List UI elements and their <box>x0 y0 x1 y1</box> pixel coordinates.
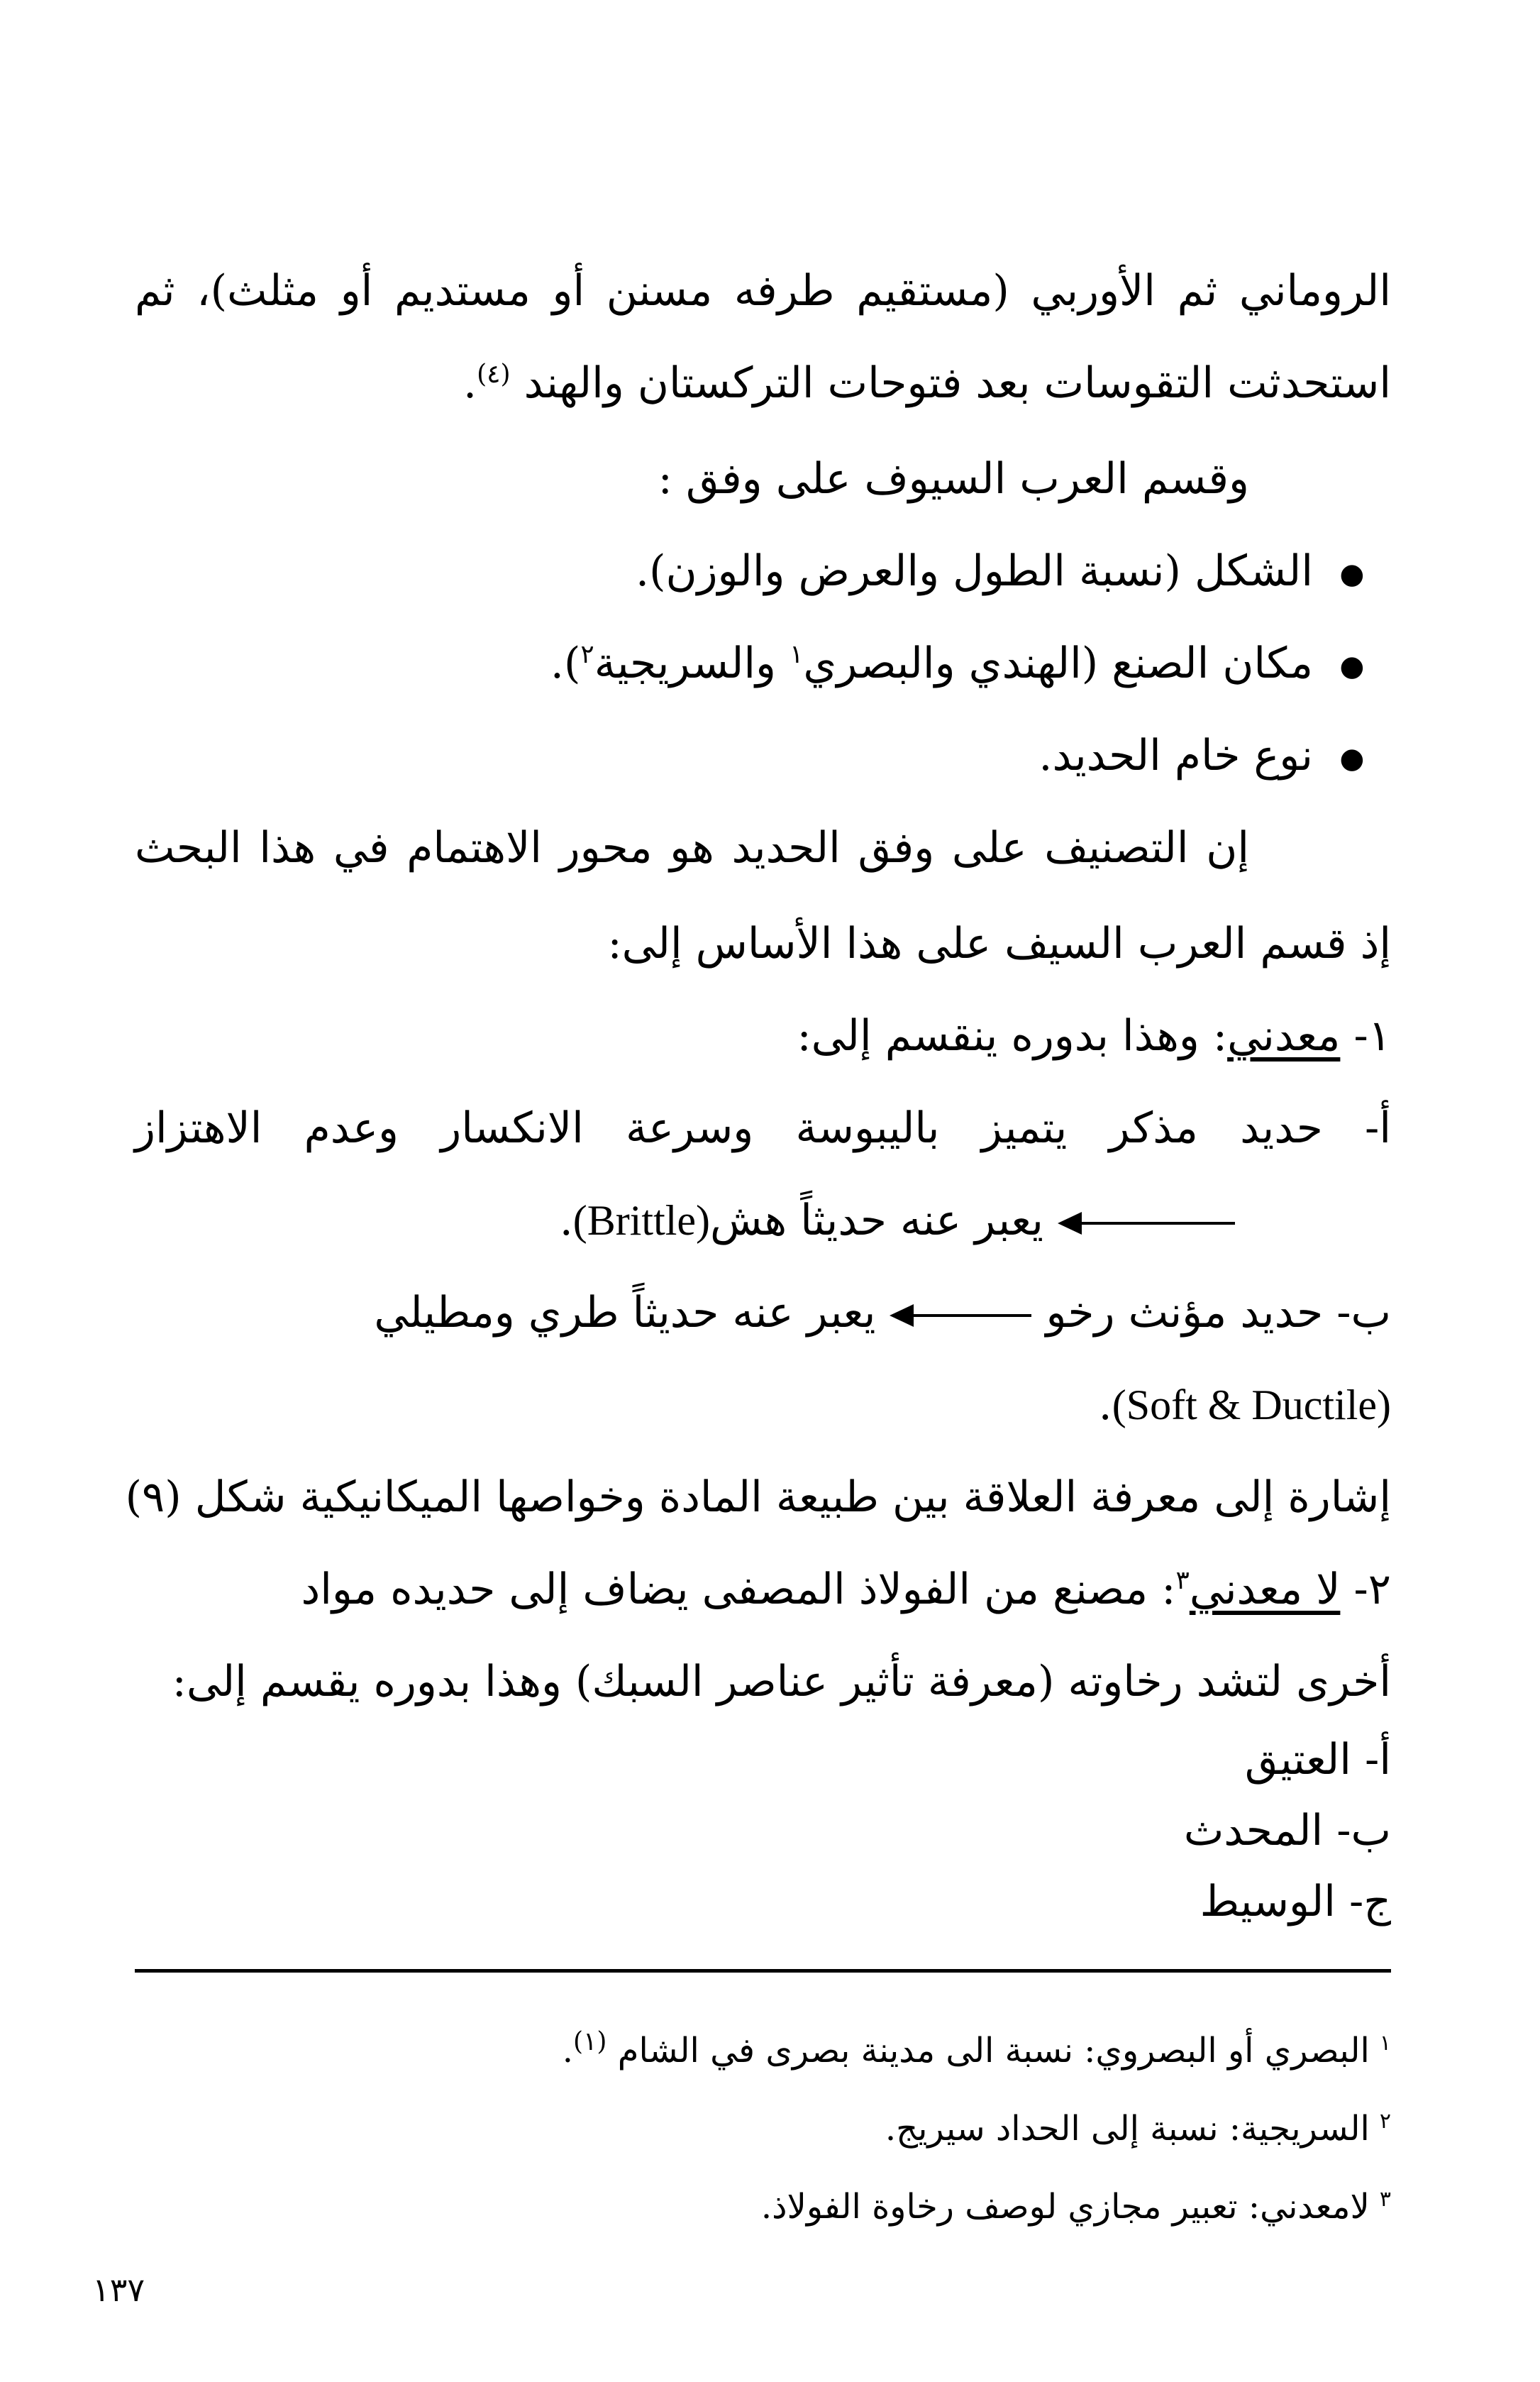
list-item-b <box>135 1795 1391 1866</box>
page-number: ١٣٧ <box>92 2271 145 2309</box>
text-run: . <box>559 1196 573 1245</box>
footnote-ref: ٢ <box>580 640 594 669</box>
paragraph-line-16 <box>135 1646 1391 1717</box>
bullet-text: الشكل (نسبة الطول والعرض والوزن). <box>636 546 1313 596</box>
footnote-3 <box>135 2171 1391 2235</box>
left-arrow-icon <box>1058 1216 1235 1230</box>
list-item-a <box>135 1724 1391 1795</box>
numbered-item-2 <box>135 1554 1391 1625</box>
footnote-separator <box>135 1969 1391 1973</box>
bullet-text: ). <box>550 639 581 688</box>
footnote-ref: ٣ <box>1175 1566 1190 1595</box>
footnote-text: لامعدني: تعبير مجازي لوصف رخاوة الفولاذ. <box>760 2187 1370 2227</box>
text-run: ج- الوسيط <box>1200 1877 1391 1926</box>
footnote-2 <box>135 2093 1391 2157</box>
text-run: أ- حديد مذكر يتميز باليبوسة وسرعة الانكسار وعدم الاهتزاز <box>135 1103 1391 1153</box>
list-item-c <box>135 1866 1391 1937</box>
text-run: ب- حديد مؤنث رخو <box>1046 1288 1391 1338</box>
sub-item-a-cont <box>135 1185 1249 1256</box>
left-arrow-icon <box>890 1308 1031 1323</box>
bullet-text: والسريجية <box>594 639 790 688</box>
paragraph-line-8 <box>135 908 1391 979</box>
footnote-text: البصري أو البصروي: نسبة الى مدينة بصرى في الشام <box>617 2031 1370 2071</box>
text-run: ب- المحدث <box>1183 1806 1391 1856</box>
paragraph-line-1 <box>135 255 1391 326</box>
sub-item-a <box>135 1093 1391 1164</box>
bullet-item-3 <box>135 720 1391 794</box>
bullet-text: مكان الصنع (الهندي والبصري <box>803 639 1313 688</box>
text-run: : وهذا بدوره ينقسم إلى: <box>797 1011 1228 1061</box>
text-run: : مصنع من الفولاذ المصفى يضاف إلى حديده مواد <box>301 1565 1176 1614</box>
bullet-item-2 <box>135 628 1391 702</box>
footnote-1 <box>135 2015 1391 2079</box>
text-run: إن التصنيف على وفق الحديد هو محور الاهتمام في هذا البحث <box>135 823 1249 873</box>
footnote-ref: (١) <box>573 2027 607 2056</box>
text-run: يعبر عنه حديثاً هش <box>710 1196 1043 1245</box>
bullet-item-1 <box>135 536 1391 610</box>
item-number: ٢- <box>1340 1565 1391 1614</box>
term-underlined: لا معدني <box>1189 1565 1341 1614</box>
footnote-text: . <box>562 2031 574 2071</box>
text-run: استحدثت التقوسات بعد فتوحات التركستان والهند <box>524 358 1391 408</box>
footnote-ref: ١ <box>790 640 804 669</box>
bullet-icon: ● <box>1339 650 1365 683</box>
paragraph-line-7 <box>135 812 1249 883</box>
text-run: أخرى لتشد رخاوته (معرفة تأثير عناصر السبك) وهذا بدوره يقسم إلى: <box>172 1657 1391 1706</box>
latin-term: (Brittle) <box>572 1197 711 1244</box>
text-run: الروماني ثم الأوربي (مستقيم طرفه مسنن أو مستديم أو مثلث)، ثم <box>135 266 1391 316</box>
bullet-icon: ● <box>1339 742 1365 776</box>
text-run: وقسم العرب السيوف على وفق : <box>658 454 1249 504</box>
item-number: ١- <box>1340 1011 1391 1061</box>
text-run: . <box>1098 1380 1112 1430</box>
paragraph-line-2 <box>135 348 1391 419</box>
footnote-number: ١ <box>1379 2031 1391 2056</box>
footnote-number: ٣ <box>1379 2187 1391 2212</box>
latin-term: (Soft & Ductile) <box>1112 1382 1391 1428</box>
bullet-icon: ● <box>1339 558 1365 591</box>
text-run: إشارة إلى معرفة العلاقة بين طبيعة المادة وخواصها الميكانيكية شكل (٩) <box>125 1472 1391 1522</box>
sub-item-b <box>135 1277 1391 1348</box>
text-run: يعبر عنه حديثاً طري ومطيلي <box>374 1288 876 1338</box>
footnote-ref: (٤) <box>477 360 511 389</box>
paragraph-line-14 <box>125 1462 1391 1533</box>
footnote-number: ٢ <box>1379 2109 1391 2134</box>
numbered-item-1 <box>135 1000 1391 1071</box>
bullet-text: نوع خام الحديد. <box>1038 731 1313 781</box>
text-run: إذ قسم العرب السيف على هذا الأساس إلى: <box>607 919 1391 969</box>
text-run: أ- العتيق <box>1244 1735 1391 1785</box>
paragraph-line-3 <box>135 443 1249 514</box>
text-run: . <box>463 358 477 408</box>
footnote-text: السريجية: نسبة إلى الحداد سيريج. <box>885 2109 1370 2149</box>
term-underlined: معدني <box>1227 1011 1341 1061</box>
sub-item-b-cont <box>135 1369 1391 1440</box>
